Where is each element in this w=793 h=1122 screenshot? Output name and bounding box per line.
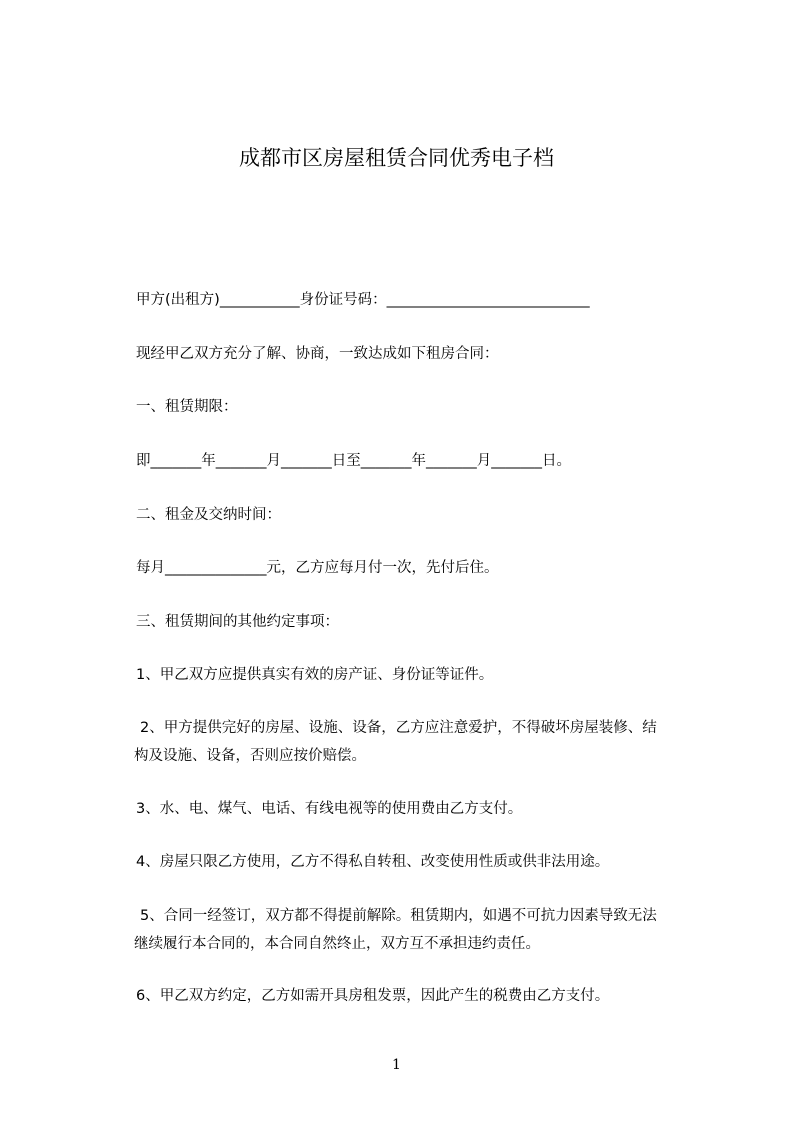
section1-heading: 一、租赁期限：	[136, 399, 238, 415]
section2-heading: 二、租金及交纳时间：	[136, 507, 281, 523]
clause-1: 1、甲乙双方应提供真实有效的房产证、身份证等证件。	[136, 667, 494, 683]
clause-2-line-1: 2、甲方提供完好的房屋、设施、设备，乙方应注意爱护，不得破坏房屋装修、结	[140, 720, 657, 736]
intro-paragraph: 现经甲乙双方充分了解、协商，一致达成如下租房合同：	[136, 346, 499, 362]
clause-5	[136, 902, 716, 958]
clause-2	[136, 714, 716, 770]
document-title: 成都市区房屋租赁合同优秀电子档	[239, 146, 554, 170]
section3-heading: 三、租赁期间的其他约定事项：	[136, 614, 339, 630]
clause-6: 6、甲乙双方约定，乙方如需开具房租发票，因此产生的税费由乙方支付。	[136, 988, 610, 1004]
clause-5-line-2: 继续履行本合同的，本合同自然终止，双方互不承担违约责任。	[134, 936, 540, 952]
page-number: 1	[392, 1057, 401, 1073]
party-a-line: 甲方(出租方)___________身份证号码：____________________________	[136, 292, 590, 308]
rent-line: 每月______________元，乙方应每月付一次，先付后住。	[136, 560, 499, 576]
clause-5-line-1: 5、合同一经签订，双方都不得提前解除。租赁期内，如遇不可抗力因素导致无法	[140, 908, 657, 924]
clause-3: 3、水、电、煤气、电话、有线电视等的使用费由乙方支付。	[136, 801, 523, 817]
clause-4: 4、房屋只限乙方使用，乙方不得私自转租、改变使用性质或供非法用途。	[136, 854, 610, 870]
clause-2-line-2: 构及设施、设备，否则应按价赔偿。	[134, 748, 366, 764]
lease-period-line: 即_______年_______月_______日至_______年_______月_______日。	[136, 453, 571, 469]
